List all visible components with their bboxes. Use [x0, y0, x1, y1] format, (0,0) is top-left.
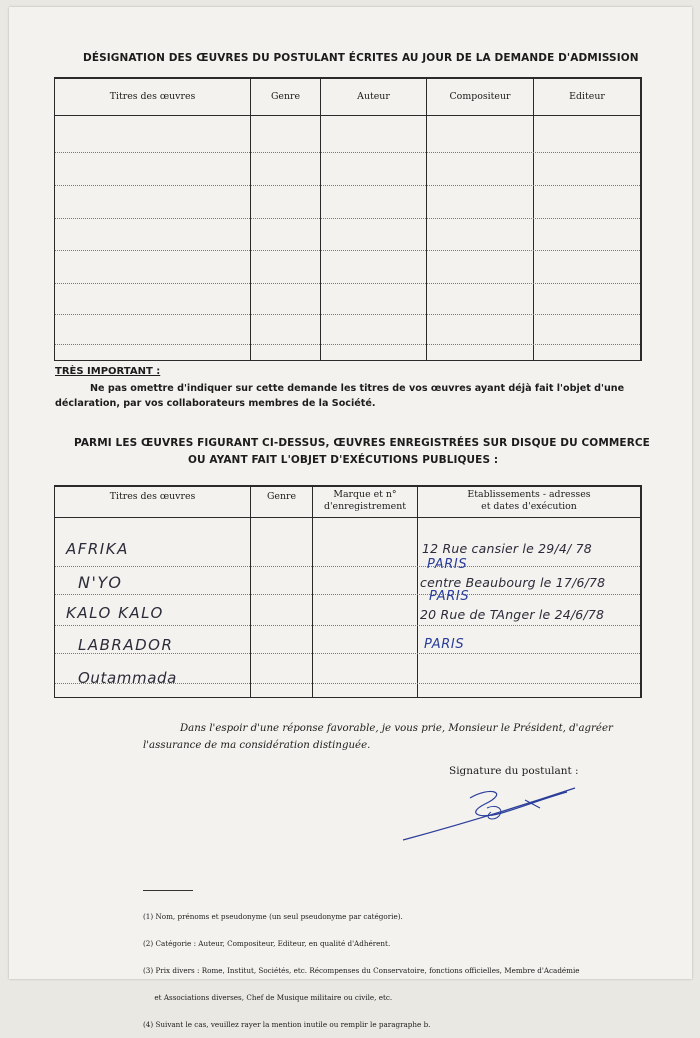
section2-title-line2: OU AYANT FAIT L'OBJET D'EXÉCUTIONS PUBLIQUES :	[188, 454, 499, 466]
footnote-2: (2) Catégorie : Auteur, Compositeur, Editeur, en qualité d'Adhérent.	[143, 939, 391, 948]
important-line1: Ne pas omettre d'indiquer sur cette demande les titres de vos œuvres ayant déjà fait l'objet d'une	[90, 383, 625, 394]
col-compositeur: Compositeur	[449, 91, 511, 102]
col2-marque-2: d'enregistrement	[323, 501, 407, 512]
section1-title: DÉSIGNATION DES ŒUVRES DU POSTULANT ÉCRITES AU JOUR DE LA DEMANDE D'ADMISSION	[83, 52, 639, 64]
table-row	[55, 152, 640, 153]
table-row	[55, 344, 640, 345]
footnote-3: (3) Prix divers : Rome, Institut, Sociétés, etc. Récompenses du Conservatoire, fonctions officielles, Membre d'Académie	[143, 966, 580, 975]
table-row	[55, 185, 640, 186]
important-line2: déclaration, par vos collaborateurs membres de la Société.	[55, 398, 376, 409]
signature-label: Signature du postulant :	[449, 765, 579, 777]
venue-date: centre Beaubourg le 17/6/78	[420, 575, 606, 590]
venue-city: PARIS	[429, 589, 470, 604]
work-title: AFRIKA	[66, 540, 129, 558]
col-titres: Titres des œuvres	[109, 91, 196, 102]
footnote-rule	[143, 890, 193, 891]
col2-etab-1: Etablissements - adresses	[467, 489, 591, 500]
table-row	[55, 625, 640, 626]
section2-title-line1: PARMI LES ŒUVRES FIGURANT CI-DESSUS, ŒUVRES ENREGISTRÉES SUR DISQUE DU COMMERCE	[74, 437, 650, 449]
table-row	[55, 283, 640, 284]
closing-line2: l'assurance de ma considération distinguée.	[143, 740, 371, 751]
work-title: LABRADOR	[78, 636, 174, 654]
table-row	[55, 314, 640, 315]
col-auteur: Auteur	[357, 91, 390, 102]
work-title: N'YO	[78, 573, 123, 592]
venue-city: PARIS	[424, 637, 465, 652]
footnote-4: (4) Suivant le cas, veuillez rayer la mention inutile ou remplir le paragraphe b.	[143, 1020, 431, 1029]
col2-titres: Titres des œuvres	[109, 491, 196, 502]
work-title: Outammada	[78, 669, 177, 687]
work-title: KALO KALO	[66, 604, 164, 622]
col2-marque-1: Marque et n°	[333, 489, 397, 500]
important-label: TRÈS IMPORTANT :	[55, 366, 161, 377]
table-row	[55, 250, 640, 251]
col-genre: Genre	[270, 91, 301, 102]
venue-date: 20 Rue de TAnger le 24/6/78	[420, 607, 605, 622]
footnote-3-cont: et Associations diverses, Chef de Musique militaire ou civile, etc.	[143, 993, 393, 1002]
venue-date: 12 Rue cansier le 29/4/ 78	[422, 541, 592, 556]
table-row	[55, 594, 640, 595]
table-row	[55, 218, 640, 219]
col-editeur: Editeur	[569, 91, 605, 102]
col2-genre: Genre	[266, 491, 297, 502]
closing-line1: Dans l'espoir d'une réponse favorable, je vous prie, Monsieur le Président, d'agréer	[180, 723, 613, 734]
footnotes	[143, 894, 580, 1038]
venue-city: PARIS	[427, 557, 468, 572]
signature-scribble	[395, 778, 585, 848]
footnote-1: (1) Nom, prénoms et pseudonyme (un seul pseudonyme par catégorie).	[143, 912, 403, 921]
table-row	[55, 566, 640, 567]
col2-etab-2: et dates d'exécution	[481, 501, 577, 512]
